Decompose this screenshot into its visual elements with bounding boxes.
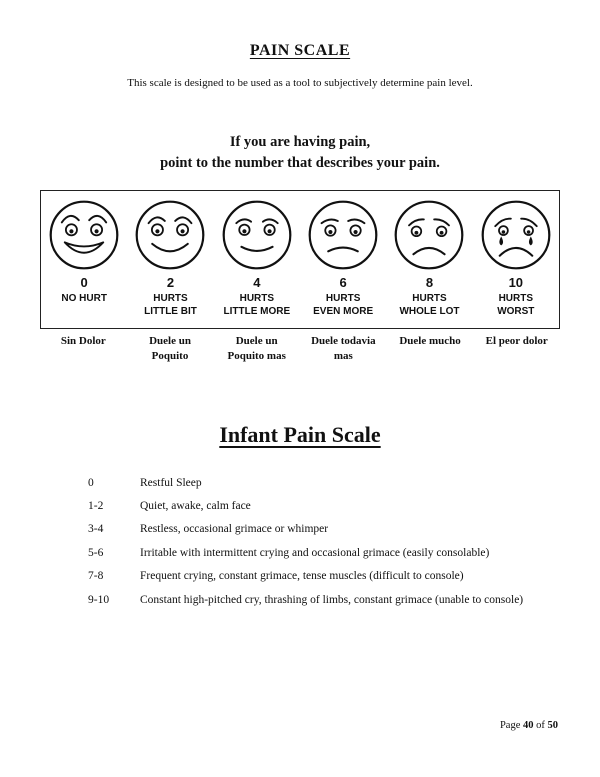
score-range: 5-6 — [88, 546, 104, 559]
no-hurt-face-icon — [43, 198, 125, 272]
score-description: Restless, occasional grimace or whimper — [140, 523, 329, 536]
spanish-label: Duele un Poquito — [149, 335, 191, 362]
face-column-6 — [300, 191, 386, 328]
page-title: PAIN SCALE — [249, 42, 351, 59]
spanish-labels-row — [40, 334, 560, 364]
infant-scale-row — [88, 569, 570, 583]
score-range: 1-2 — [88, 500, 104, 513]
face-column-0 — [41, 191, 127, 328]
face-column-10 — [473, 191, 559, 328]
page-number-footer — [500, 720, 558, 731]
face-number: 6 — [339, 275, 347, 291]
score-description: Irritable with intermittent crying and occasional grimace (easily consolable) — [140, 546, 490, 559]
score-range: 3-4 — [88, 523, 104, 536]
score-range: 9-10 — [88, 593, 110, 606]
hurts-even-more-face-icon — [302, 198, 384, 272]
footer-prefix: Page — [499, 720, 523, 731]
face-label: HURTS WORST — [497, 293, 535, 318]
face-label: NO HURT — [61, 293, 107, 305]
infant-pain-scale-list — [88, 476, 570, 607]
pain-prompt — [0, 132, 600, 174]
score-description: Quiet, awake, calm face — [140, 500, 251, 513]
infant-scale-row — [88, 522, 570, 536]
footer-of: of — [533, 720, 548, 731]
score-description: Restful Sleep — [140, 476, 202, 489]
hurts-worst-face-icon — [475, 198, 557, 272]
infant-scale-row — [88, 476, 570, 490]
spanish-label: Duele mucho — [399, 335, 461, 348]
face-label: HURTS WHOLE LOT — [399, 293, 460, 318]
face-column-4 — [214, 191, 300, 328]
pain-prompt-line2: point to the number that describes your pain. — [160, 155, 440, 172]
spanish-label: Duele un Poquito mas — [227, 335, 286, 362]
score-range: 0 — [88, 476, 94, 489]
face-column-8 — [386, 191, 472, 328]
hurts-little-more-face-icon — [216, 198, 298, 272]
footer-total-pages: 50 — [547, 720, 558, 731]
face-number: 10 — [508, 275, 524, 291]
infant-scale-row — [88, 546, 570, 560]
spanish-label: Sin Dolor — [60, 335, 106, 348]
face-number: 4 — [253, 275, 261, 291]
face-number: 8 — [425, 275, 434, 291]
hurts-little-bit-face-icon — [129, 198, 211, 272]
infant-pain-scale-title: Infant Pain Scale — [219, 421, 381, 447]
pain-faces-scale — [40, 190, 560, 329]
face-label: HURTS LITTLE MORE — [223, 293, 291, 318]
score-range: 7-8 — [88, 570, 104, 583]
pain-prompt-line1: If you are having pain, — [229, 134, 371, 150]
face-label: HURTS LITTLE BIT — [144, 293, 197, 318]
face-label: HURTS EVEN MORE — [313, 293, 374, 318]
face-number: 0 — [80, 275, 88, 291]
footer-current-page: 40 — [523, 720, 534, 731]
face-number: 2 — [166, 275, 175, 291]
score-description: Constant high-pitched cry, thrashing of limbs, constant grimace (unable to console) — [140, 593, 524, 606]
spanish-label: Duele todavia mas — [311, 335, 376, 362]
face-column-2 — [127, 191, 213, 328]
hurts-whole-lot-face-icon — [388, 198, 470, 272]
scale-description: This scale is designed to be used as a tool to subjectively determine pain level. — [127, 77, 473, 89]
spanish-label: El peor dolor — [485, 335, 548, 348]
score-description: Frequent crying, constant grimace, tense muscles (difficult to console) — [140, 570, 464, 583]
infant-scale-row — [88, 593, 570, 607]
infant-scale-row — [88, 499, 570, 513]
